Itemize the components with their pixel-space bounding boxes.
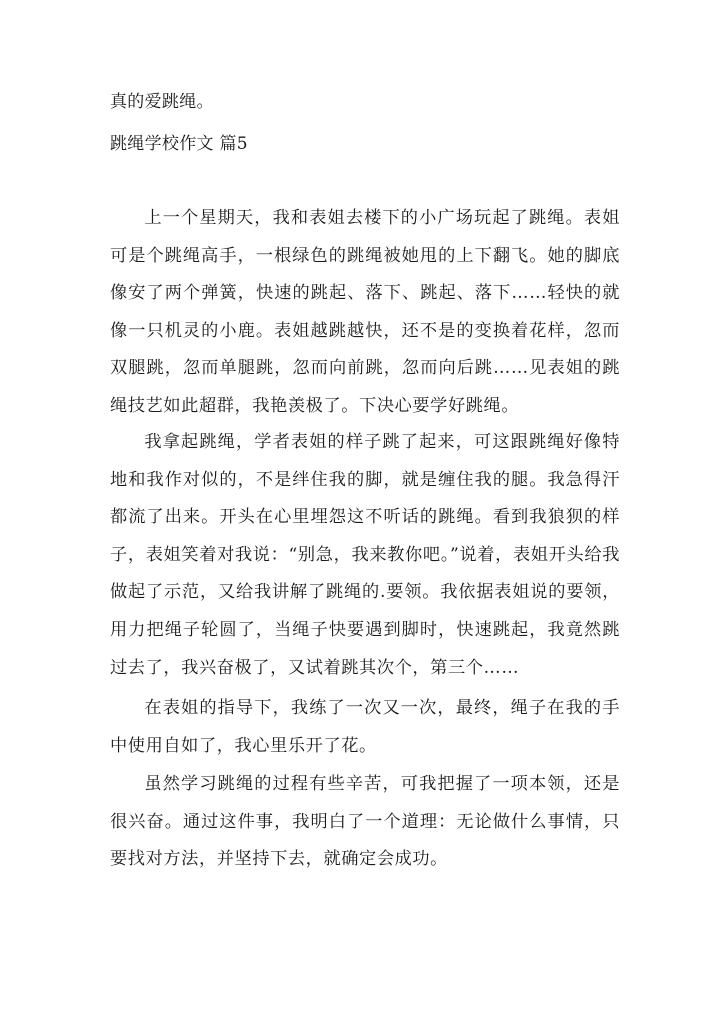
lead-line: 真的爱跳绳。 [110, 92, 214, 112]
paragraph-3: 在表姐的指导下，我练了一次又一次，最终，绳子在我的手中使用自如了，我心里乐开了花。 [110, 698, 620, 756]
paragraph-2: 我拿起跳绳，学者表姐的样子跳了起来，可这跟跳绳好像特地和我作对似的，不是绊住我的脚，就是缠住我的腿。我急得汗都流了出来。开头在心里埋怨这不听话的跳绳。看到我狼狈的样子，表姐笑着对我说：“别急，我来教你吧。”说着，表姐开头给我做起了示范，又给我讲解了跳绳的.要领。我依据表姐说的要领，用力把绳子轮圆了，当绳子快要遇到脚时，快速跳起，我竟然跳过去了，我兴奋极了，又试着跳其次个，第三个…… [110, 432, 620, 678]
paragraph-4: 虽然学习跳绳的过程有些辛苦，可我把握了一项本领，还是很兴奋。通过这件事，我明白了一个道理：无论做什么事情，只要找对方法，并坚持下去，就确定会成功。 [110, 774, 620, 870]
section-title: 跳绳学校作文 篇5 [110, 134, 248, 154]
paragraph-1: 上一个星期天，我和表姐去楼下的小广场玩起了跳绳。表姐可是个跳绳高手，一根绿色的跳绳被她甩的上下翻飞。她的脚底像安了两个弹簧，快速的跳起、落下、跳起、落下……轻快的就像一只机灵的小鹿。表姐越跳越快，还不是的变换着花样，忽而双腿跳，忽而单腿跳，忽而向前跳，忽而向后跳……见表姐的跳绳技艺如此超群，我艳羡极了。下决心要学好跳绳。 [110, 208, 620, 416]
